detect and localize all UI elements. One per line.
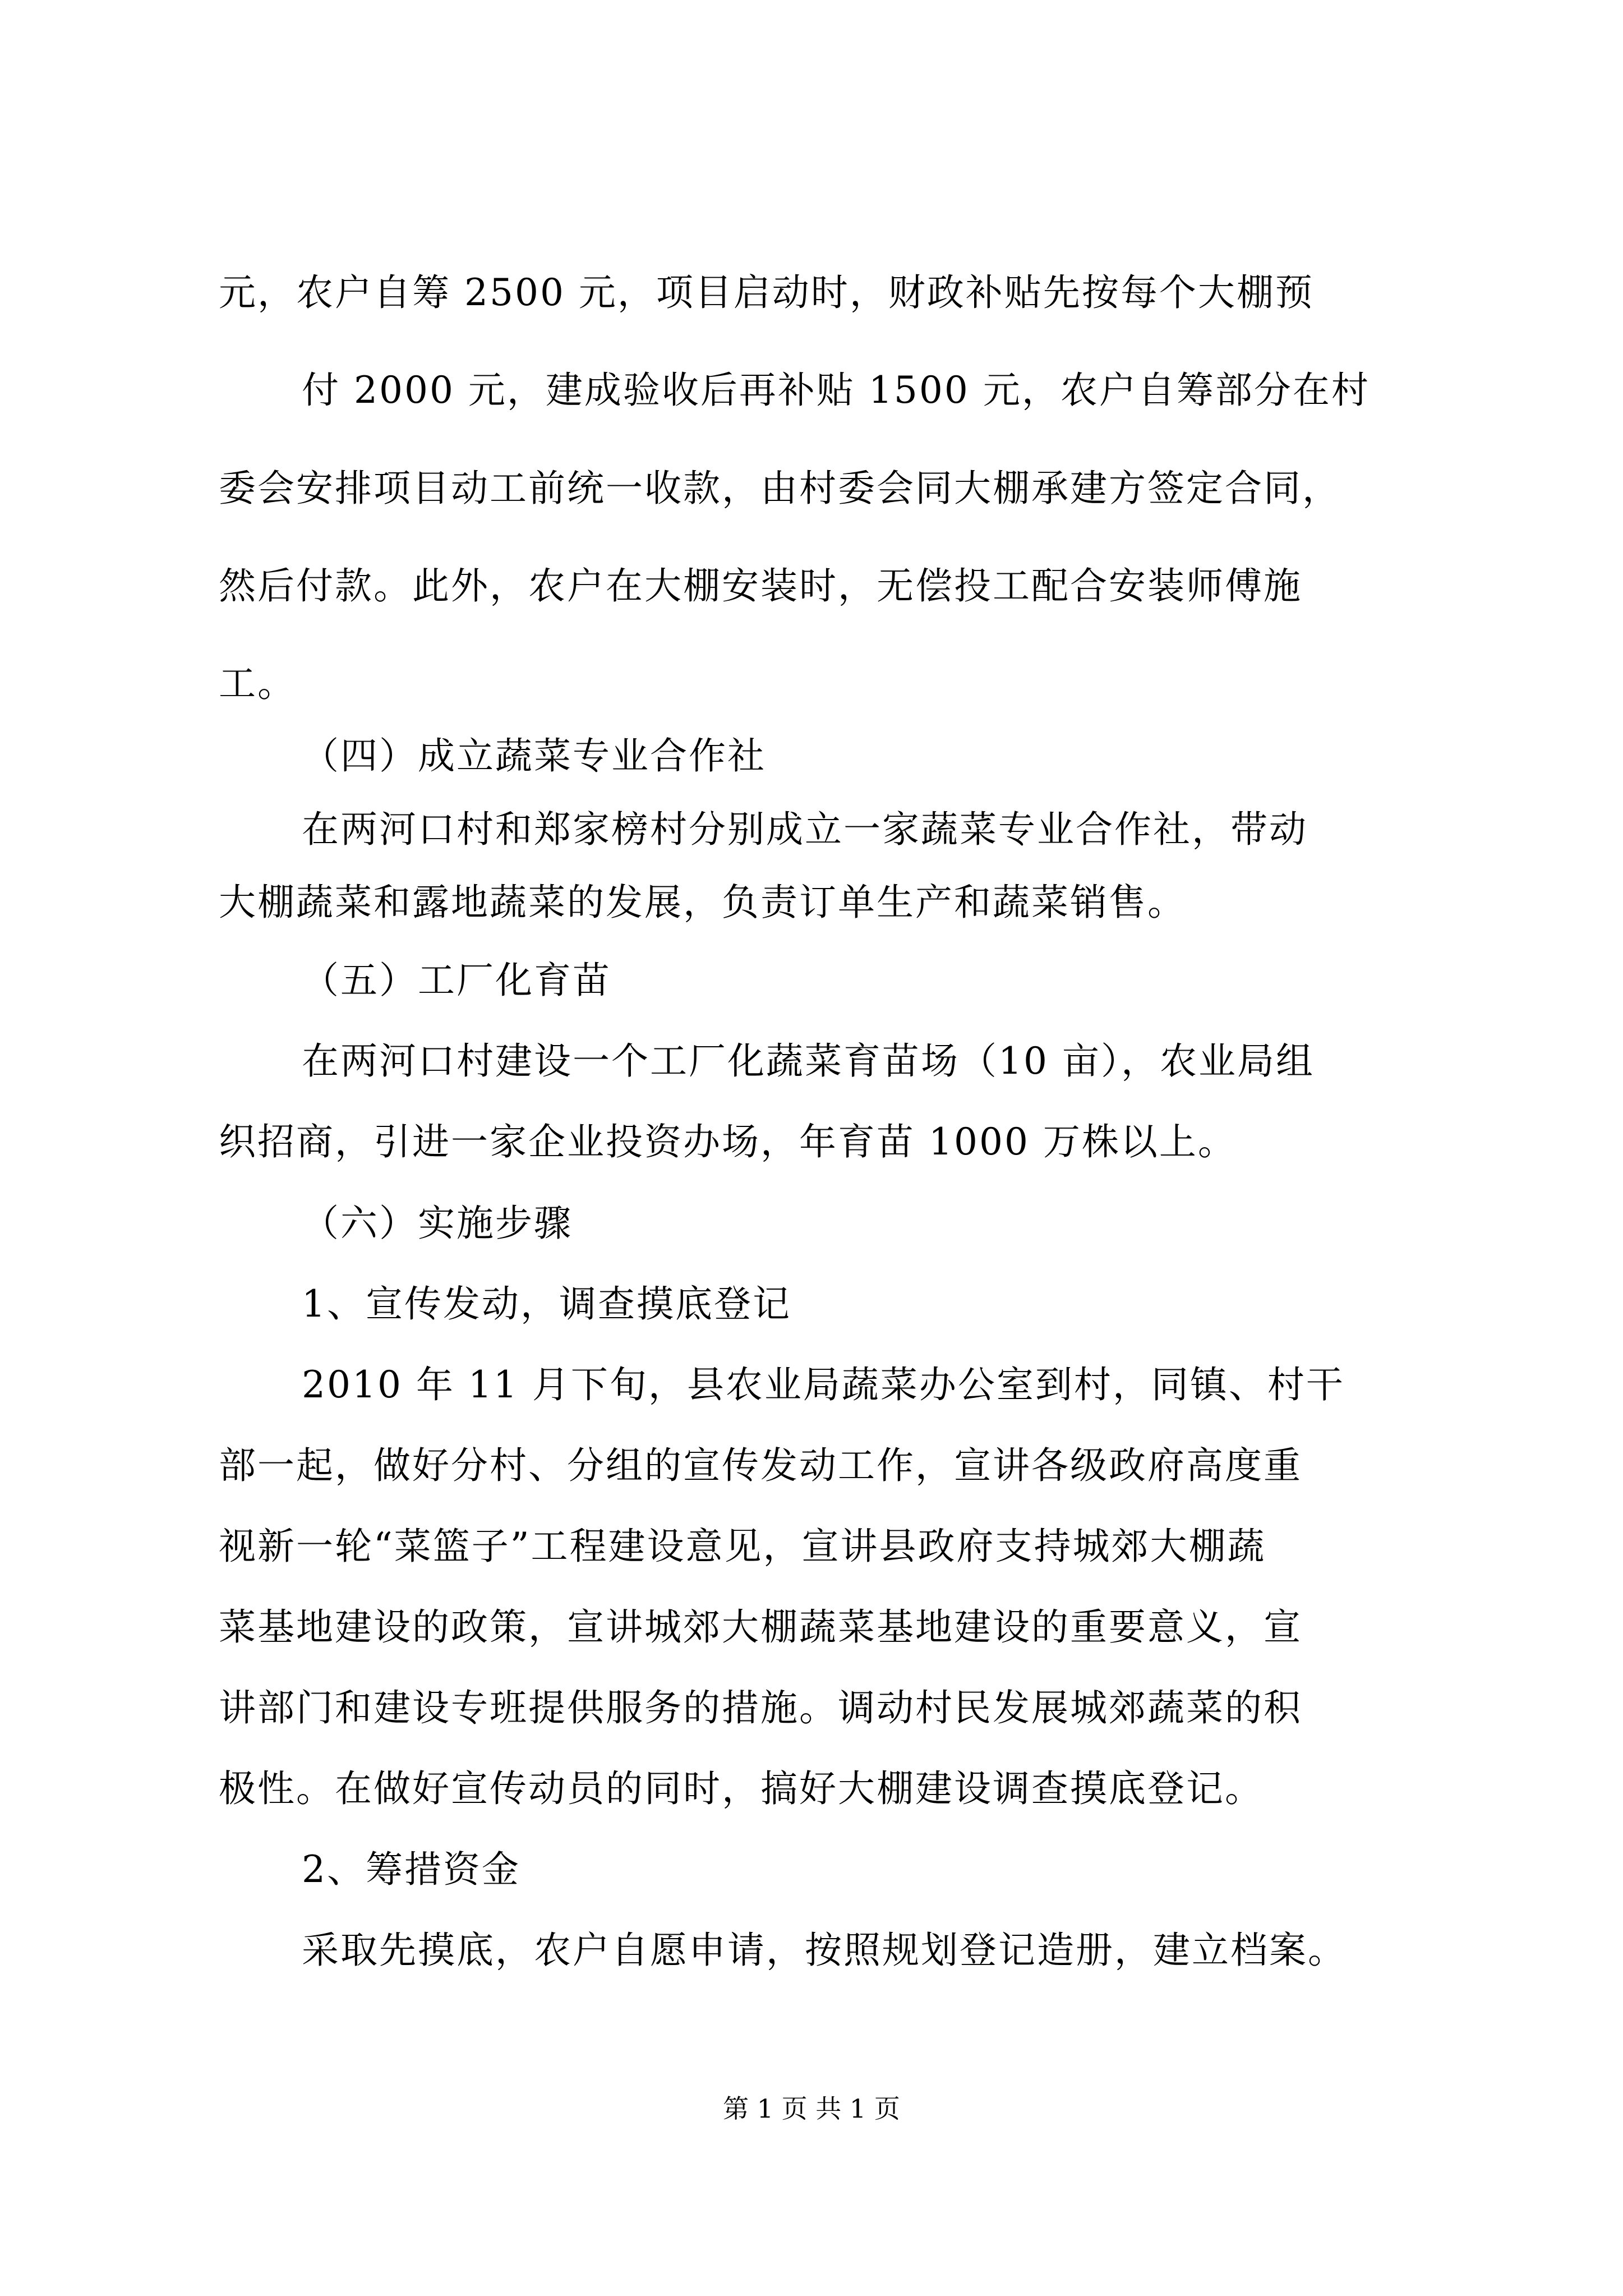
text-line-5: 工。 bbox=[219, 662, 296, 705]
text-line-10: 在两河口村建设一个工厂化蔬菜育苗场（10 亩），农业局组 bbox=[302, 1039, 1315, 1083]
text-line-1: 元，农户自筹 2500 元，项目启动时，财政补贴先按每个大棚预 bbox=[219, 271, 1314, 314]
text-line-19: 极性。在做好宣传动员的同时，搞好大棚建设调查摸底登记。 bbox=[219, 1767, 1264, 1810]
text-line-4: 然后付款。此外，农户在大棚安装时，无偿投工配合安装师傅施 bbox=[219, 564, 1302, 608]
text-line-8: 大棚蔬菜和露地蔬菜的发展，负责订单生产和蔬菜销售。 bbox=[219, 881, 1186, 924]
text-line-18: 讲部门和建设专班提供服务的措施。调动村民发展城郊蔬菜的积 bbox=[219, 1686, 1302, 1729]
text-line-17: 菜基地建设的政策，宣讲城郊大棚蔬菜基地建设的重要意义，宣 bbox=[219, 1605, 1302, 1649]
section-heading-5: （五）工厂化育苗 bbox=[302, 959, 611, 1002]
section-heading-4: （四）成立蔬菜专业合作社 bbox=[302, 734, 766, 777]
text-line-15: 部一起，做好分村、分组的宣传发动工作，宣讲各级政府高度重 bbox=[219, 1444, 1302, 1487]
text-line-21: 采取先摸底，农户自愿申请，按照规划登记造册，建立档案。 bbox=[302, 1929, 1347, 1972]
text-line-3: 委会安排项目动工前统一收款，由村委会同大棚承建方签定合同， bbox=[219, 467, 1341, 510]
section-heading-6: （六）实施步骤 bbox=[302, 1202, 573, 1245]
page-footer: 第 1 页 共 1 页 bbox=[723, 2093, 900, 2124]
text-line-16: 视新一轮“菜篮子”工程建设意见，宣讲县政府支持城郊大棚蔬 bbox=[219, 1525, 1266, 1568]
text-line-14: 2010 年 11 月下旬，县农业局蔬菜办公室到村，同镇、村干 bbox=[302, 1363, 1345, 1406]
text-line-2: 付 2000 元，建成验收后再补贴 1500 元，农户自筹部分在村 bbox=[302, 369, 1370, 412]
text-line-7: 在两河口村和郑家榜村分别成立一家蔬菜专业合作社，带动 bbox=[302, 808, 1308, 851]
text-line-11: 织招商，引进一家企业投资办场，年育苗 1000 万株以上。 bbox=[219, 1120, 1237, 1163]
subheading-2: 2、筹措资金 bbox=[302, 1848, 520, 1891]
subheading-1: 1、宣传发动，调查摸底登记 bbox=[302, 1282, 791, 1326]
